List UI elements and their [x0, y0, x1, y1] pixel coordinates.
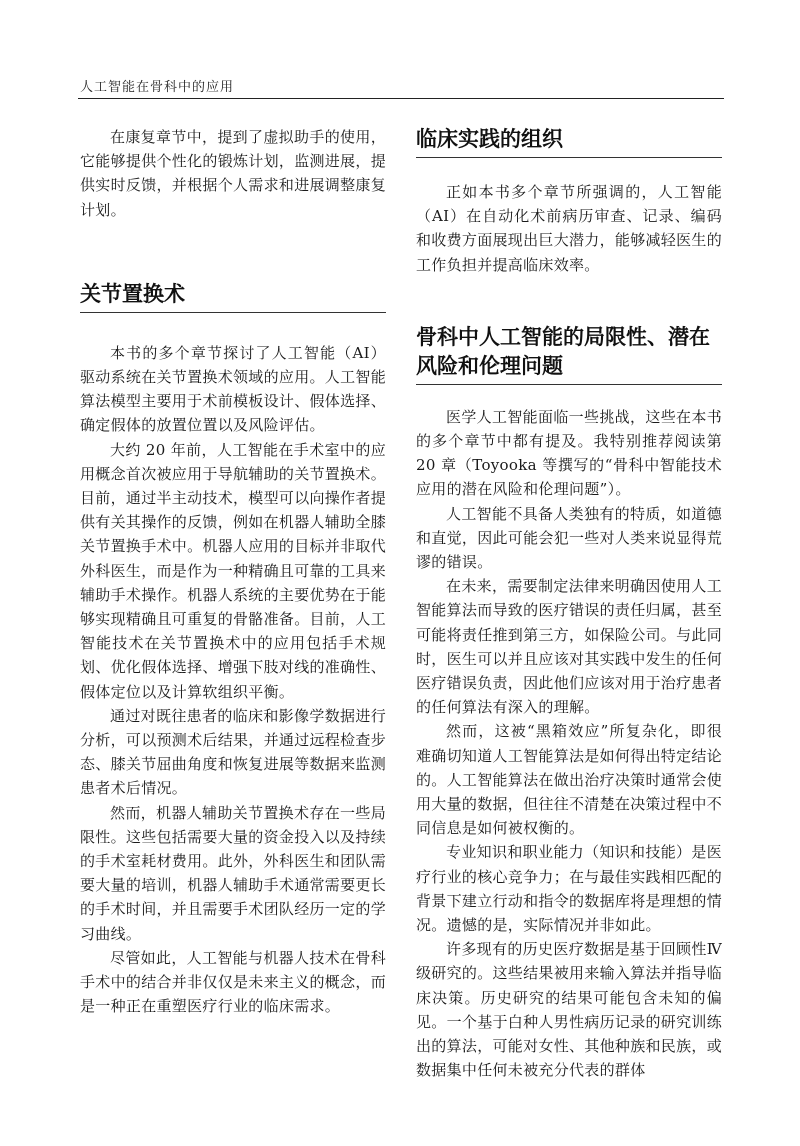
right-column: [416, 125, 722, 1083]
left-column: [80, 125, 386, 1019]
body-paragraph: 专业知识和职业能力（知识和技能）是医疗行业的核心竞争力；在与最佳实践相匹配的背景下建立行动和指令的数据库将是理想的情况。遗憾的是，实际情况并非如此。: [416, 843, 723, 935]
body-paragraph: 许多现有的历史医疗数据是基于回顾性Ⅳ级研究的。这些结果被用来输入算法并指导临床决策。历史研究的结果可能包含未知的偏见。一个基于白种人男性病历记录的研究训练出的算法，可能对女性、其他种族和民族，或数据集中任何未被充分代表的群体: [416, 940, 723, 1080]
body-paragraph: 尽管如此，人工智能与机器人技术在骨科手术中的结合并非仅仅是未来主义的概念，而是一种正在重塑医疗行业的临床需求。: [80, 948, 387, 1016]
body-paragraph: 人工智能不具备人类独有的特质，如道德和直觉，因此可能会犯一些对人类来说显得荒谬的错误。: [416, 504, 723, 572]
body-paragraph: 通过对既往患者的临床和影像学数据进行分析，可以预测术后结果，并通过远程检查步态、膝关节屈曲角度和恢复进展等数据来监测患者术后情况。: [80, 706, 387, 798]
body-paragraph: 大约 20 年前，人工智能在手术室中的应用概念首次被应用于导航辅助的关节置换术。目前，通过半主动技术，模型可以向操作者提供有关其操作的反馈，例如在机器人辅助全膝关节置换手术中。机器人应用的目标并非取代外科医生，而是作为一种精确且可靠的工具来辅助手术操作。机器人系统的主要优势在于能够实现精确且可重复的骨骼准备。目前，人工智能技术在关节置换术中的应用包括手术规划、优化假体选择、增强下肢对线的准确性、假体定位以及计算软组织平衡。: [80, 440, 387, 701]
limitations-heading-line1: 骨科中人工智能的局限性、潜在: [416, 324, 710, 349]
body-paragraph: 医学人工智能面临一些挑战，这些在本书的多个章节中都有提及。我特别推荐阅读第 20 章（Toyooka 等撰写的“骨科中智能技术应用的潜在风险和伦理问题”）。: [416, 407, 722, 499]
body-paragraph: 本书的多个章节探讨了人工智能（AI）驱动系统在关节置换术领域的应用。人工智能算法模型主要用于术前模板设计、假体选择、确定假体的放置位置以及风险评估。: [80, 343, 387, 435]
header-rule: [78, 98, 724, 99]
body-paragraph: 然而，这被“黑箱效应”所复杂化，即很难确切知道人工智能算法是如何得出特定结论的。人工智能算法在做出治疗决策时通常会使用大量的数据，但往往不清楚在决策过程中不同信息是如何被权衡的。: [416, 722, 723, 838]
body-paragraph: 在未来，需要制定法律来明确因使用人工智能算法而导致的医疗错误的责任归属，甚至可能将责任推到第三方，如保险公司。与此同时，医生可以并且应该对其实践中发生的任何医疗错误负责，因此他们应该对用于治疗患者的任何算法有深入的理解。: [416, 577, 723, 717]
rehab-paragraph: 在康复章节中，提到了虚拟助手的使用，它能够提供个性化的锻炼计划，监测进展，提供实时反馈，并根据个人需求和进展调整康复计划。: [80, 128, 387, 219]
limitations-heading: [416, 323, 722, 385]
joint-replacement-heading: 关节置换术: [80, 280, 386, 313]
running-title: 人工智能在骨科中的应用: [80, 80, 235, 95]
clinical-practice-heading: 临床实践的组织: [416, 125, 722, 158]
limitations-heading-line2: 风险和伦理问题: [416, 353, 563, 378]
body-paragraph: 然而，机器人辅助关节置换术存在一些局限性。这些包括需要大量的资金投入以及持续的手术室耗材费用。此外，外科医生和团队需要大量的培训，机器人辅助手术通常需要更长的手术时间，并且需要手术团队经历一定的学习曲线。: [80, 803, 387, 943]
body-paragraph: 正如本书多个章节所强调的，人工智能（AI）在自动化术前病历审查、记录、编码和收费方面展现出巨大潜力，能够减轻医生的工作负担并提高临床效率。: [416, 183, 723, 274]
